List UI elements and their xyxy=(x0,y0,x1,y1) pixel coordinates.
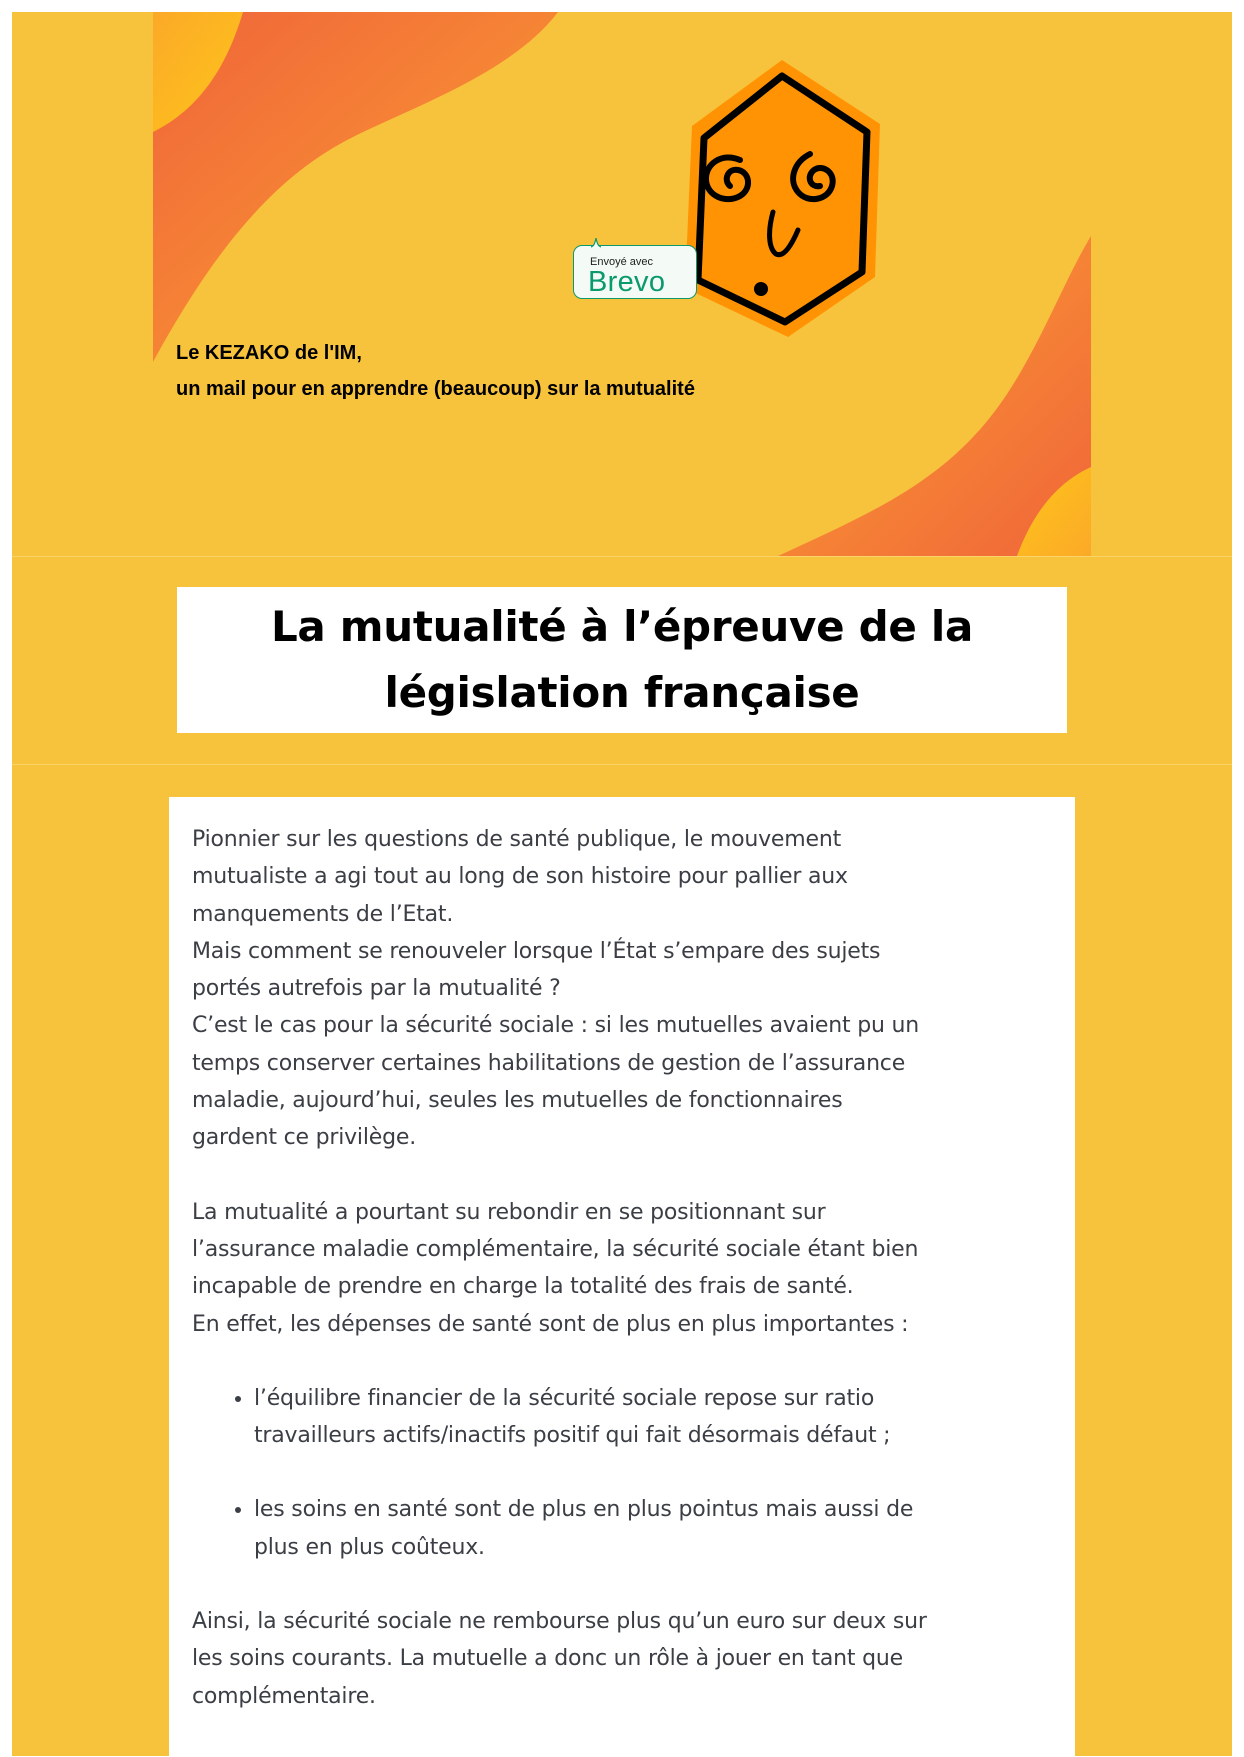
text-line: incapable de prendre en charge la totalité des frais de santé. xyxy=(192,1274,854,1300)
text-line: portés autrefois par la mutualité ? xyxy=(192,976,561,1002)
banner-line-1: Le KEZAKO de l'IM, xyxy=(176,342,362,364)
mascot-logo xyxy=(670,52,900,342)
title-line-2: législation française xyxy=(384,668,860,717)
section-divider xyxy=(12,556,1232,557)
banner-line-2: un mail pour en apprendre (beaucoup) sur la mutualité xyxy=(176,378,695,400)
text-line: Ainsi, la sécurité sociale ne rembourse plus qu’un euro sur deux sur xyxy=(192,1609,927,1635)
title-line-1: La mutualité à l’épreuve de la xyxy=(270,602,974,651)
paragraph-conclusion xyxy=(192,1603,1053,1715)
title-card xyxy=(177,587,1067,733)
bullet-list xyxy=(192,1380,1053,1566)
text-line: mutualiste a agi tout au long de son histoire pour pallier aux xyxy=(192,864,848,890)
bullet-item xyxy=(254,1380,1053,1455)
text-line: gardent ce privilège. xyxy=(192,1125,416,1151)
header-banner xyxy=(153,12,1091,556)
text-line: travailleurs actifs/inactifs positif qui fait désormais défaut ; xyxy=(254,1423,891,1449)
text-line: La mutualité a pourtant su rebondir en se positionnant sur xyxy=(192,1199,826,1225)
text-line: temps conserver certaines habilitations de gestion de l’assurance xyxy=(192,1050,906,1076)
text-line: manquements de l’Etat. xyxy=(192,901,454,927)
banner-tagline xyxy=(176,335,695,407)
text-line: complémentaire. xyxy=(192,1683,376,1709)
email-frame xyxy=(12,12,1232,1756)
text-line: Mais comment se renouveler lorsque l’État s’empare des sujets xyxy=(192,938,881,964)
paragraph-complementary xyxy=(192,1194,1053,1343)
badge-sent-with: Envoyé avec xyxy=(590,256,653,268)
text-line: les soins courants. La mutuelle a donc un rôle à jouer en tant que xyxy=(192,1646,903,1672)
mouth-dot xyxy=(754,282,768,296)
text-line: les soins en santé sont de plus en plus pointus mais aussi de xyxy=(254,1497,914,1523)
text-line: maladie, aujourd’hui, seules les mutuelles de fonctionnaires xyxy=(192,1088,843,1114)
text-line: En effet, les dépenses de santé sont de plus en plus importantes : xyxy=(192,1311,909,1337)
page-title xyxy=(271,594,973,726)
spacer xyxy=(192,1343,1053,1380)
brevo-badge[interactable] xyxy=(573,245,697,299)
badge-notch-icon xyxy=(591,238,601,248)
article-body xyxy=(169,797,1075,1757)
paragraph-intro xyxy=(192,821,1053,1157)
text-line: l’assurance maladie complémentaire, la sécurité sociale étant bien xyxy=(192,1236,919,1262)
section-divider xyxy=(12,764,1232,765)
text-line: plus en plus coûteux. xyxy=(254,1534,485,1560)
text-line: Pionnier sur les questions de santé publique, le mouvement xyxy=(192,827,842,852)
text-line: C’est le cas pour la sécurité sociale : si les mutuelles avaient pu un xyxy=(192,1013,919,1039)
spacer xyxy=(192,1157,1053,1194)
text-line: l’équilibre financier de la sécurité sociale repose sur ratio xyxy=(254,1385,875,1411)
bullet-item xyxy=(254,1491,1053,1566)
brevo-logo: Brevo xyxy=(588,266,666,298)
